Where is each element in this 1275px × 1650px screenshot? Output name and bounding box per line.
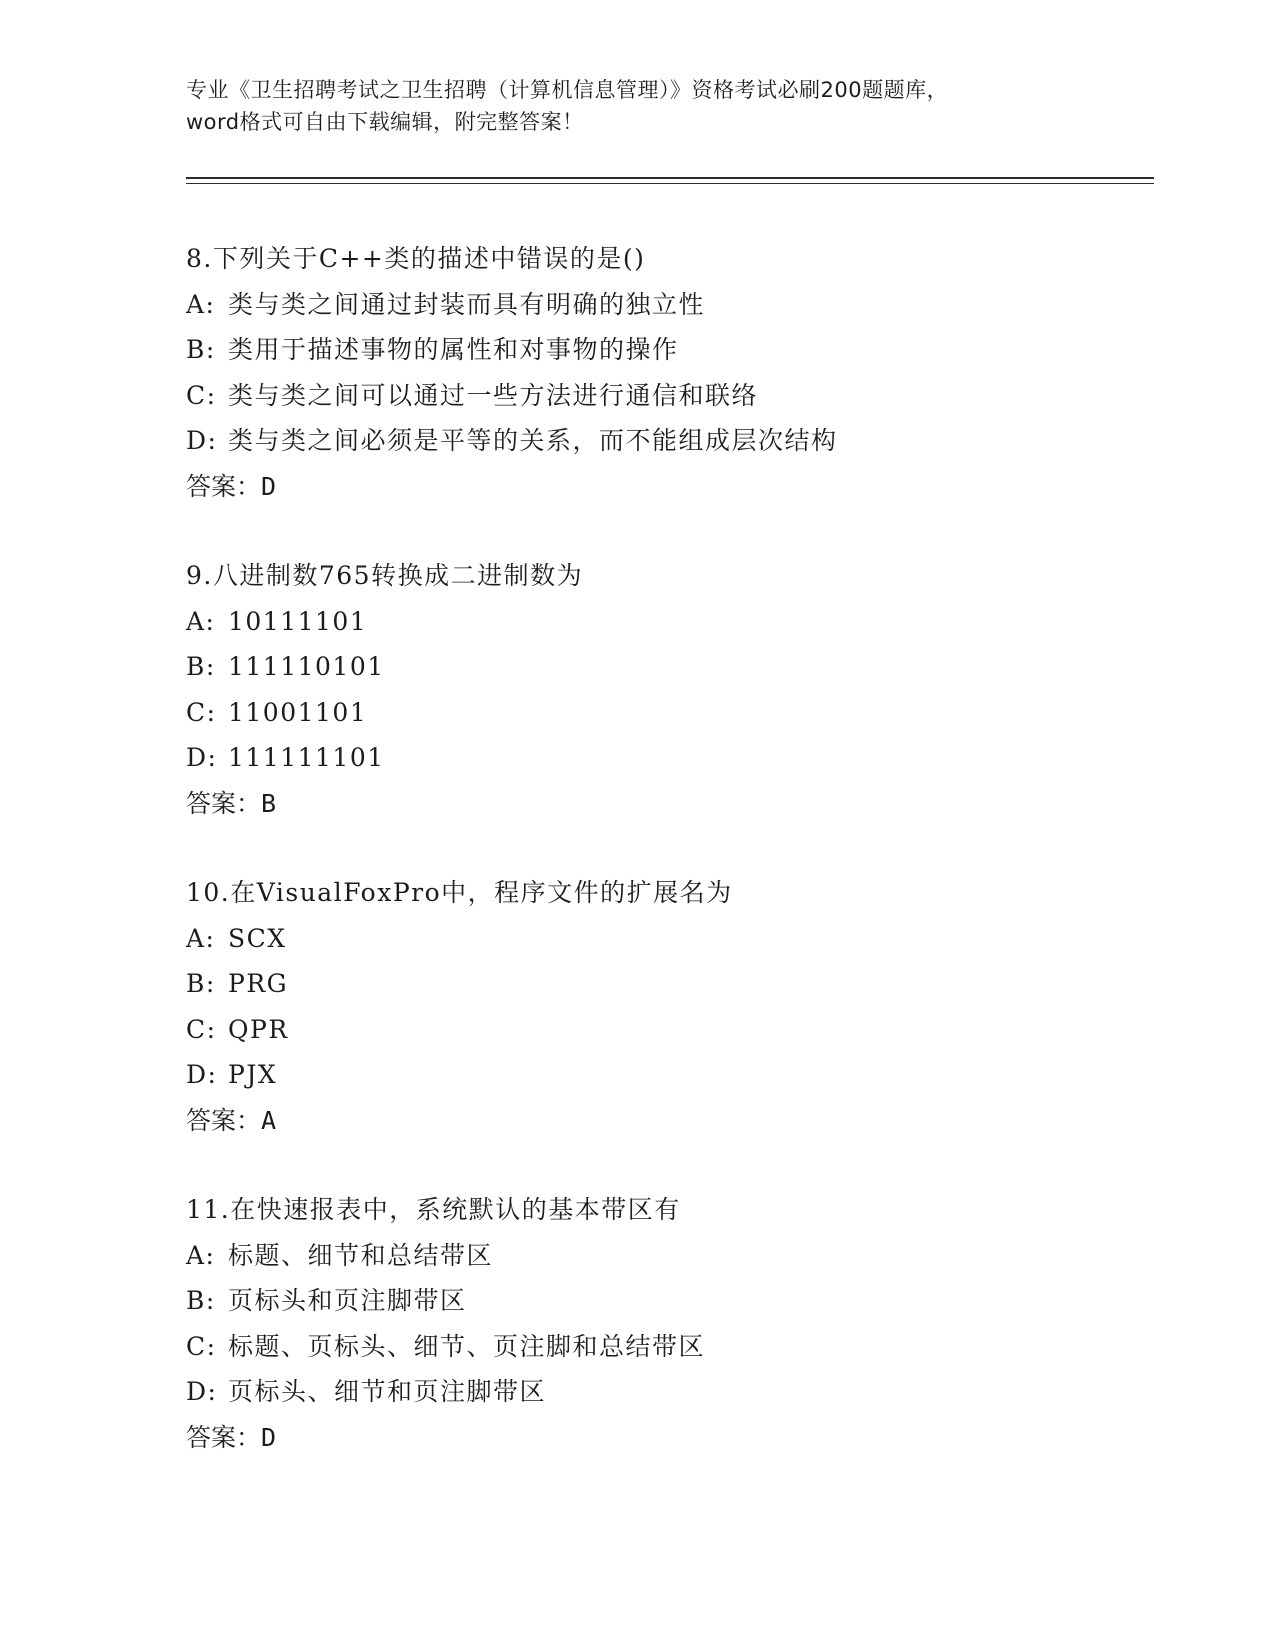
answer-line [186, 781, 1146, 827]
question-stem [186, 236, 1146, 282]
answer-label: 答案： [186, 788, 262, 818]
answer-label: 答案： [186, 1105, 262, 1135]
option-c [186, 373, 1146, 419]
question-stem [186, 1187, 1146, 1233]
header-divider-top [186, 177, 1154, 179]
answer-value: B [261, 788, 277, 818]
question-number: 9. [186, 561, 213, 590]
option-c [186, 690, 1146, 736]
option-a [186, 282, 1146, 328]
option-text: 111110101 [228, 652, 385, 681]
option-letter: D: [186, 743, 218, 772]
option-text: 111111101 [228, 743, 385, 772]
option-c [186, 1007, 1146, 1053]
option-letter: A: [186, 923, 216, 953]
option-a [186, 916, 1146, 962]
answer-line [186, 464, 1146, 510]
question-number: 11. [186, 1195, 231, 1224]
option-text: 10111101 [228, 606, 368, 636]
header-divider-bottom [186, 183, 1154, 184]
option-letter: A: [186, 289, 216, 319]
answer-line [186, 1098, 1146, 1144]
option-text: 页标头、细节和页注脚带区 [228, 1377, 547, 1406]
question-text: 在VisualFoxPro中，程序文件的扩展名为 [230, 878, 733, 907]
header-title-line-2: word格式可自由下载编辑，附完整答案！ [186, 110, 584, 134]
option-d [186, 1052, 1146, 1098]
answer-label: 答案： [186, 471, 262, 501]
question-text: 在快速报表中，系统默认的基本带区有 [230, 1195, 681, 1224]
question-stem [186, 553, 1146, 599]
option-a [186, 1233, 1146, 1279]
answer-label: 答案： [186, 1422, 262, 1452]
option-text: PRG [228, 969, 289, 998]
option-letter: D: [186, 1377, 218, 1406]
question-stem [186, 870, 1146, 916]
option-letter: A: [186, 1240, 216, 1270]
option-letter: B: [186, 1286, 216, 1315]
option-text: 类与类之间必须是平等的关系，而不能组成层次结构 [228, 426, 838, 455]
option-a [186, 599, 1146, 645]
option-letter: C: [186, 697, 217, 727]
option-text: 类与类之间可以通过一些方法进行通信和联络 [228, 380, 759, 410]
option-text: 类用于描述事物的属性和对事物的操作 [228, 335, 679, 364]
option-letter: D: [186, 1060, 218, 1089]
option-letter: C: [186, 1331, 217, 1361]
option-text: PJX [228, 1060, 278, 1089]
option-letter: A: [186, 606, 216, 636]
option-letter: C: [186, 1014, 217, 1044]
answer-value: D [261, 1422, 277, 1452]
header-title-line-1: 专业《卫生招聘考试之卫生招聘（计算机信息管理）》资格考试必刷200题题库， [186, 78, 949, 102]
option-d [186, 735, 1146, 781]
question-11 [186, 1187, 1146, 1460]
option-letter: B: [186, 652, 216, 681]
question-8 [186, 236, 1146, 509]
question-10 [186, 870, 1146, 1143]
option-letter: B: [186, 335, 216, 364]
option-b [186, 1278, 1146, 1324]
option-letter: C: [186, 380, 217, 410]
option-text: 11001101 [228, 697, 368, 727]
option-text: QPR [228, 1014, 289, 1044]
question-text: 八进制数765转换成二进制数为 [212, 561, 584, 590]
option-b [186, 327, 1146, 373]
option-text: 标题、细节和总结带区 [228, 1240, 494, 1270]
document-header [186, 74, 1106, 138]
option-c [186, 1324, 1146, 1370]
answer-value: D [261, 471, 277, 501]
option-d [186, 418, 1146, 464]
option-text: 标题、页标头、细节、页注脚和总结带区 [228, 1331, 706, 1361]
option-text: 类与类之间通过封装而具有明确的独立性 [228, 289, 706, 319]
question-number: 10. [186, 878, 231, 907]
answer-value: A [261, 1105, 277, 1135]
option-text: 页标头和页注脚带区 [228, 1286, 467, 1315]
option-letter: D: [186, 426, 218, 455]
option-text: SCX [228, 923, 287, 953]
option-letter: B: [186, 969, 216, 998]
option-d [186, 1369, 1146, 1415]
option-b [186, 961, 1146, 1007]
question-list [186, 236, 1146, 1504]
question-9 [186, 553, 1146, 826]
answer-line [186, 1415, 1146, 1461]
question-number: 8. [186, 244, 213, 273]
question-text: 下列关于C++类的描述中错误的是() [212, 244, 646, 273]
option-b [186, 644, 1146, 690]
